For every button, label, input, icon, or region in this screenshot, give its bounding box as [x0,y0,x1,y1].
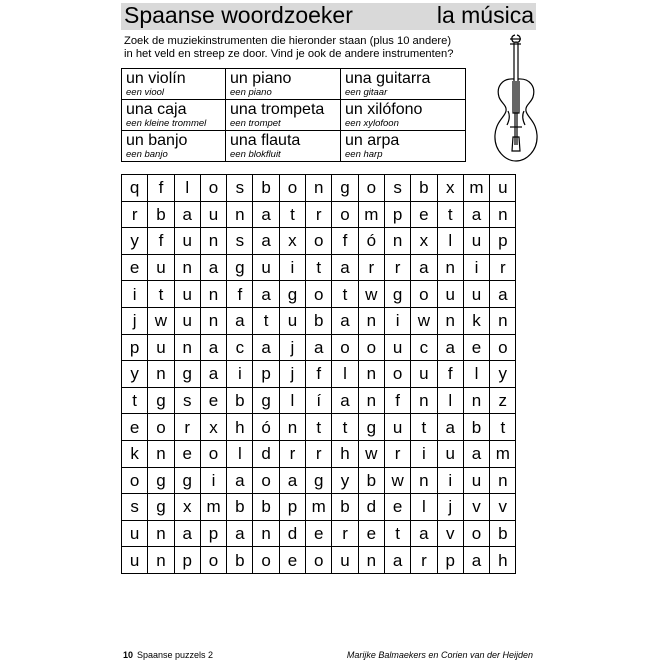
grid-cell[interactable]: l [279,387,305,414]
grid-cell[interactable]: d [358,494,384,521]
grid-cell[interactable]: n [490,201,516,228]
grid-cell[interactable]: b [227,387,253,414]
instructions-line-2: in het veld en streep ze door. Vind je ook de andere instrumenten? [124,48,454,60]
grid-cell[interactable]: j [437,494,463,521]
grid-row [122,520,516,547]
grid-cell[interactable]: n [490,307,516,334]
grid-cell[interactable]: u [253,254,279,281]
grid-cell[interactable]: b [306,307,332,334]
grid-cell[interactable]: n [148,547,174,574]
grid-cell[interactable]: u [332,547,358,574]
spanish-word: un banjo [126,132,188,149]
grid-cell[interactable]: ó [253,414,279,441]
grid-cell[interactable]: t [279,201,305,228]
grid-row [122,414,516,441]
page-title: Spaanse woordzoeker [124,2,353,28]
grid-cell[interactable]: n [463,387,489,414]
grid-cell[interactable]: g [174,361,200,388]
grid-cell[interactable]: t [437,201,463,228]
violin-icon [488,33,544,165]
grid-cell[interactable]: y [332,467,358,494]
grid-cell[interactable]: b [411,175,437,202]
grid-cell[interactable]: a [200,334,226,361]
grid-cell[interactable]: a [253,228,279,255]
grid-cell[interactable]: e [463,334,489,361]
grid-cell[interactable]: o [463,520,489,547]
grid-cell[interactable]: s [227,228,253,255]
grid-cell[interactable]: t [411,414,437,441]
grid-cell[interactable]: n [148,361,174,388]
grid-cell[interactable]: l [332,361,358,388]
grid-row [122,307,516,334]
grid-cell[interactable]: i [279,254,305,281]
grid-cell[interactable]: f [332,228,358,255]
grid-cell[interactable]: o [148,414,174,441]
grid-cell[interactable]: o [306,228,332,255]
vocab-row [122,131,466,162]
grid-cell[interactable]: a [463,440,489,467]
grid-cell[interactable]: n [200,281,226,308]
grid-cell[interactable]: l [411,494,437,521]
grid-cell[interactable]: u [411,361,437,388]
vocab-cell [226,69,341,100]
grid-cell[interactable]: a [411,254,437,281]
grid-cell[interactable]: c [411,334,437,361]
footer-authors: Marijke Balmaekers en Corien van der Heijden [346,650,533,660]
grid-cell[interactable]: u [174,307,200,334]
grid-cell[interactable]: o [332,334,358,361]
grid-cell[interactable]: w [358,281,384,308]
grid-cell[interactable]: a [463,201,489,228]
spanish-word: una trompeta [230,101,325,118]
grid-cell[interactable]: i [411,440,437,467]
grid-cell[interactable]: u [490,175,516,202]
vocab-cell [122,131,226,162]
grid-cell[interactable]: x [174,494,200,521]
grid-cell[interactable]: a [411,520,437,547]
grid-cell[interactable]: e [122,254,148,281]
dutch-translation: een xylofoon [345,118,399,129]
grid-cell[interactable]: r [306,201,332,228]
grid-cell[interactable]: n [174,334,200,361]
grid-cell[interactable]: a [253,334,279,361]
dutch-translation: een blokfluit [230,149,281,160]
grid-cell[interactable]: u [437,281,463,308]
grid-cell[interactable]: u [122,520,148,547]
grid-cell[interactable]: s [384,175,410,202]
grid-cell[interactable]: ó [358,228,384,255]
grid-cell[interactable]: p [279,494,305,521]
grid-cell[interactable]: t [306,254,332,281]
spanish-word: una flauta [230,132,301,149]
grid-cell[interactable]: n [227,201,253,228]
grid-cell[interactable]: r [384,440,410,467]
grid-cell[interactable]: d [279,520,305,547]
grid-cell[interactable]: e [411,201,437,228]
grid-cell[interactable]: t [384,520,410,547]
grid-cell[interactable]: n [437,254,463,281]
grid-cell[interactable]: e [174,440,200,467]
grid-cell[interactable]: n [411,467,437,494]
grid-cell[interactable]: n [411,387,437,414]
grid-cell[interactable]: i [437,467,463,494]
grid-cell[interactable]: o [200,440,226,467]
grid-cell[interactable]: l [463,361,489,388]
grid-cell[interactable]: g [306,467,332,494]
word-search-grid [121,174,516,574]
grid-cell[interactable]: p [437,547,463,574]
dutch-translation: een banjo [126,149,168,160]
grid-cell[interactable]: g [148,387,174,414]
grid-cell[interactable]: n [384,228,410,255]
grid-cell[interactable]: o [358,175,384,202]
grid-cell[interactable]: v [463,494,489,521]
grid-cell[interactable]: a [490,281,516,308]
grid-cell[interactable]: o [253,547,279,574]
vocab-row [122,69,466,100]
grid-cell[interactable]: o [411,281,437,308]
grid-row [122,334,516,361]
grid-cell[interactable]: n [148,520,174,547]
grid-cell[interactable]: n [306,175,332,202]
instructions [124,35,484,61]
grid-cell[interactable]: g [279,281,305,308]
grid-cell[interactable]: t [332,281,358,308]
grid-cell[interactable]: e [122,414,148,441]
grid-row [122,547,516,574]
grid-cell[interactable]: b [358,467,384,494]
grid-cell[interactable]: o [122,467,148,494]
grid-row [122,467,516,494]
grid-cell[interactable]: a [332,254,358,281]
grid-cell[interactable]: p [253,361,279,388]
grid-cell[interactable]: f [227,281,253,308]
grid-cell[interactable]: o [384,361,410,388]
grid-cell[interactable]: o [306,281,332,308]
grid-cell[interactable]: n [200,307,226,334]
spanish-word: un piano [230,70,292,87]
grid-cell[interactable]: j [279,334,305,361]
grid-cell[interactable]: o [200,547,226,574]
grid-cell[interactable]: q [122,175,148,202]
grid-cell[interactable]: b [332,494,358,521]
vocab-cell [122,69,226,100]
dutch-translation: een harp [345,149,383,160]
grid-cell[interactable]: n [437,307,463,334]
grid-cell[interactable]: e [384,494,410,521]
grid-cell[interactable]: n [200,228,226,255]
grid-cell[interactable]: d [253,440,279,467]
grid-cell[interactable]: r [174,414,200,441]
dutch-translation: een piano [230,87,272,98]
vocab-cell [122,100,226,131]
grid-cell[interactable]: j [279,361,305,388]
grid-cell[interactable]: s [227,175,253,202]
spanish-word: una caja [126,101,187,118]
grid-cell[interactable]: p [174,547,200,574]
grid-cell[interactable]: u [148,254,174,281]
grid-cell[interactable]: t [122,387,148,414]
vocabulary-table [121,68,466,162]
grid-cell[interactable]: a [200,361,226,388]
grid-cell[interactable]: b [227,494,253,521]
grid-cell[interactable]: i [384,307,410,334]
spanish-word: un violín [126,70,186,87]
grid-cell[interactable]: n [358,361,384,388]
grid-cell[interactable]: k [463,307,489,334]
grid-cell[interactable]: r [122,201,148,228]
grid-cell[interactable]: b [227,547,253,574]
grid-cell[interactable]: s [174,387,200,414]
grid-cell[interactable]: g [148,494,174,521]
grid-cell[interactable]: p [384,201,410,228]
grid-cell[interactable]: x [279,228,305,255]
grid-cell[interactable]: t [306,414,332,441]
grid-cell[interactable]: w [411,307,437,334]
book-title: Spaanse puzzels 2 [137,650,214,660]
grid-cell[interactable]: a [253,281,279,308]
grid-cell[interactable]: n [174,254,200,281]
grid-cell[interactable]: e [200,387,226,414]
grid-cell[interactable]: s [122,494,148,521]
grid-cell[interactable]: f [148,175,174,202]
grid-cell[interactable]: u [174,281,200,308]
grid-cell[interactable]: n [358,307,384,334]
grid-cell[interactable]: u [463,467,489,494]
grid-cell[interactable]: n [358,547,384,574]
grid-cell[interactable]: x [437,175,463,202]
grid-cell[interactable]: a [174,201,200,228]
grid-cell[interactable]: g [174,467,200,494]
grid-cell[interactable]: e [306,520,332,547]
grid-cell[interactable]: y [490,361,516,388]
grid-cell[interactable]: o [306,547,332,574]
grid-row [122,387,516,414]
grid-cell[interactable]: j [122,307,148,334]
grid-cell[interactable]: a [463,547,489,574]
grid-cell[interactable]: k [122,440,148,467]
grid-cell[interactable]: a [279,467,305,494]
grid-cell[interactable]: w [384,467,410,494]
grid-cell[interactable]: o [358,334,384,361]
grid-cell[interactable]: n [148,440,174,467]
grid-cell[interactable]: g [148,467,174,494]
topic-title: la música [436,2,534,28]
grid-cell[interactable]: a [332,387,358,414]
grid-cell[interactable]: y [122,361,148,388]
grid-cell[interactable]: r [358,254,384,281]
grid-cell[interactable]: h [332,440,358,467]
grid-row [122,228,516,255]
grid-row [122,201,516,228]
grid-cell[interactable]: f [306,361,332,388]
grid-cell[interactable]: t [490,414,516,441]
grid-cell[interactable]: u [148,334,174,361]
dutch-translation: een gitaar [345,87,388,98]
vocab-row [122,100,466,131]
grid-cell[interactable]: r [306,440,332,467]
grid-cell[interactable]: t [253,307,279,334]
vocab-cell [226,100,341,131]
page-number: 10 [123,650,134,660]
grid-cell[interactable]: a [437,334,463,361]
grid-cell[interactable]: w [148,307,174,334]
spanish-word: una guitarra [345,70,431,87]
spanish-word: un xilófono [345,101,423,118]
vocab-cell [341,100,466,131]
grid-cell[interactable]: í [306,387,332,414]
grid-cell[interactable]: u [122,547,148,574]
grid-cell[interactable]: r [490,254,516,281]
grid-cell[interactable]: m [463,175,489,202]
grid-cell[interactable]: g [227,254,253,281]
grid-cell[interactable]: l [437,228,463,255]
grid-cell[interactable]: m [306,494,332,521]
grid-cell[interactable]: b [463,414,489,441]
grid-cell[interactable]: u [437,440,463,467]
grid-cell[interactable]: f [148,228,174,255]
grid-cell[interactable]: r [279,440,305,467]
grid-cell[interactable]: g [384,281,410,308]
vocab-cell [341,69,466,100]
grid-cell[interactable]: v [490,494,516,521]
grid-cell[interactable]: g [358,414,384,441]
grid-cell[interactable]: a [227,467,253,494]
grid-cell[interactable]: z [490,387,516,414]
grid-cell[interactable]: u [384,414,410,441]
grid-cell[interactable]: o [332,201,358,228]
grid-cell[interactable]: t [148,281,174,308]
grid-cell[interactable]: r [411,547,437,574]
grid-cell[interactable]: i [200,467,226,494]
grid-cell[interactable]: i [122,281,148,308]
grid-cell[interactable]: n [358,387,384,414]
grid-cell[interactable]: t [332,414,358,441]
grid-cell[interactable]: p [490,228,516,255]
grid-cell[interactable]: u [463,281,489,308]
grid-row [122,281,516,308]
grid-cell[interactable]: w [358,440,384,467]
grid-cell[interactable]: u [200,201,226,228]
dutch-translation: een viool [126,87,165,98]
grid-cell[interactable]: u [463,228,489,255]
grid-cell[interactable]: o [253,467,279,494]
grid-cell[interactable]: o [200,175,226,202]
grid-cell[interactable]: u [279,307,305,334]
instructions-line-1: Zoek de muziekinstrumenten die hieronder staan (plus 10 andere) [124,35,452,47]
grid-cell[interactable]: a [384,547,410,574]
grid-cell[interactable]: a [227,520,253,547]
grid-row [122,254,516,281]
vocab-cell [341,131,466,162]
grid-cell[interactable]: f [384,387,410,414]
grid-cell[interactable]: u [174,228,200,255]
grid-cell[interactable]: g [253,387,279,414]
grid-cell[interactable]: a [253,201,279,228]
grid-cell[interactable]: x [200,414,226,441]
grid-cell[interactable]: x [411,228,437,255]
grid-cell[interactable]: f [437,361,463,388]
grid-cell[interactable]: b [253,494,279,521]
footer-left [123,650,213,660]
grid-cell[interactable]: n [279,414,305,441]
grid-cell[interactable]: r [332,520,358,547]
grid-cell[interactable]: n [253,520,279,547]
grid-cell[interactable]: y [122,228,148,255]
grid-cell[interactable]: b [490,520,516,547]
grid-row [122,494,516,521]
dutch-translation: een trompet [230,118,281,129]
grid-cell[interactable]: a [306,334,332,361]
grid-cell[interactable]: e [279,547,305,574]
grid-cell[interactable]: h [490,547,516,574]
grid-cell[interactable]: h [227,414,253,441]
grid-cell[interactable]: l [174,175,200,202]
grid-row [122,361,516,388]
grid-cell[interactable]: o [279,175,305,202]
grid-row [122,440,516,467]
grid-cell[interactable]: g [332,175,358,202]
grid-cell[interactable]: a [437,414,463,441]
grid-cell[interactable]: a [332,307,358,334]
grid-cell[interactable]: l [227,440,253,467]
grid-cell[interactable]: p [200,520,226,547]
grid-cell[interactable]: a [174,520,200,547]
grid-cell[interactable]: p [122,334,148,361]
grid-cell[interactable]: n [490,467,516,494]
grid-row [122,175,516,202]
dutch-translation: een kleine trommel [126,118,207,129]
grid-cell[interactable]: i [463,254,489,281]
grid-cell[interactable]: i [227,361,253,388]
grid-cell[interactable]: r [384,254,410,281]
grid-cell[interactable]: e [358,520,384,547]
grid-cell[interactable]: o [490,334,516,361]
grid-cell[interactable]: m [490,440,516,467]
vocab-cell [226,131,341,162]
grid-cell[interactable]: m [358,201,384,228]
grid-cell[interactable]: m [200,494,226,521]
grid-cell[interactable]: c [227,334,253,361]
spanish-word: un arpa [345,132,400,149]
grid-cell[interactable]: a [227,307,253,334]
grid-cell[interactable]: b [253,175,279,202]
grid-cell[interactable]: v [437,520,463,547]
grid-cell[interactable]: b [148,201,174,228]
grid-cell[interactable]: u [384,334,410,361]
grid-cell[interactable]: l [437,387,463,414]
grid-cell[interactable]: a [200,254,226,281]
